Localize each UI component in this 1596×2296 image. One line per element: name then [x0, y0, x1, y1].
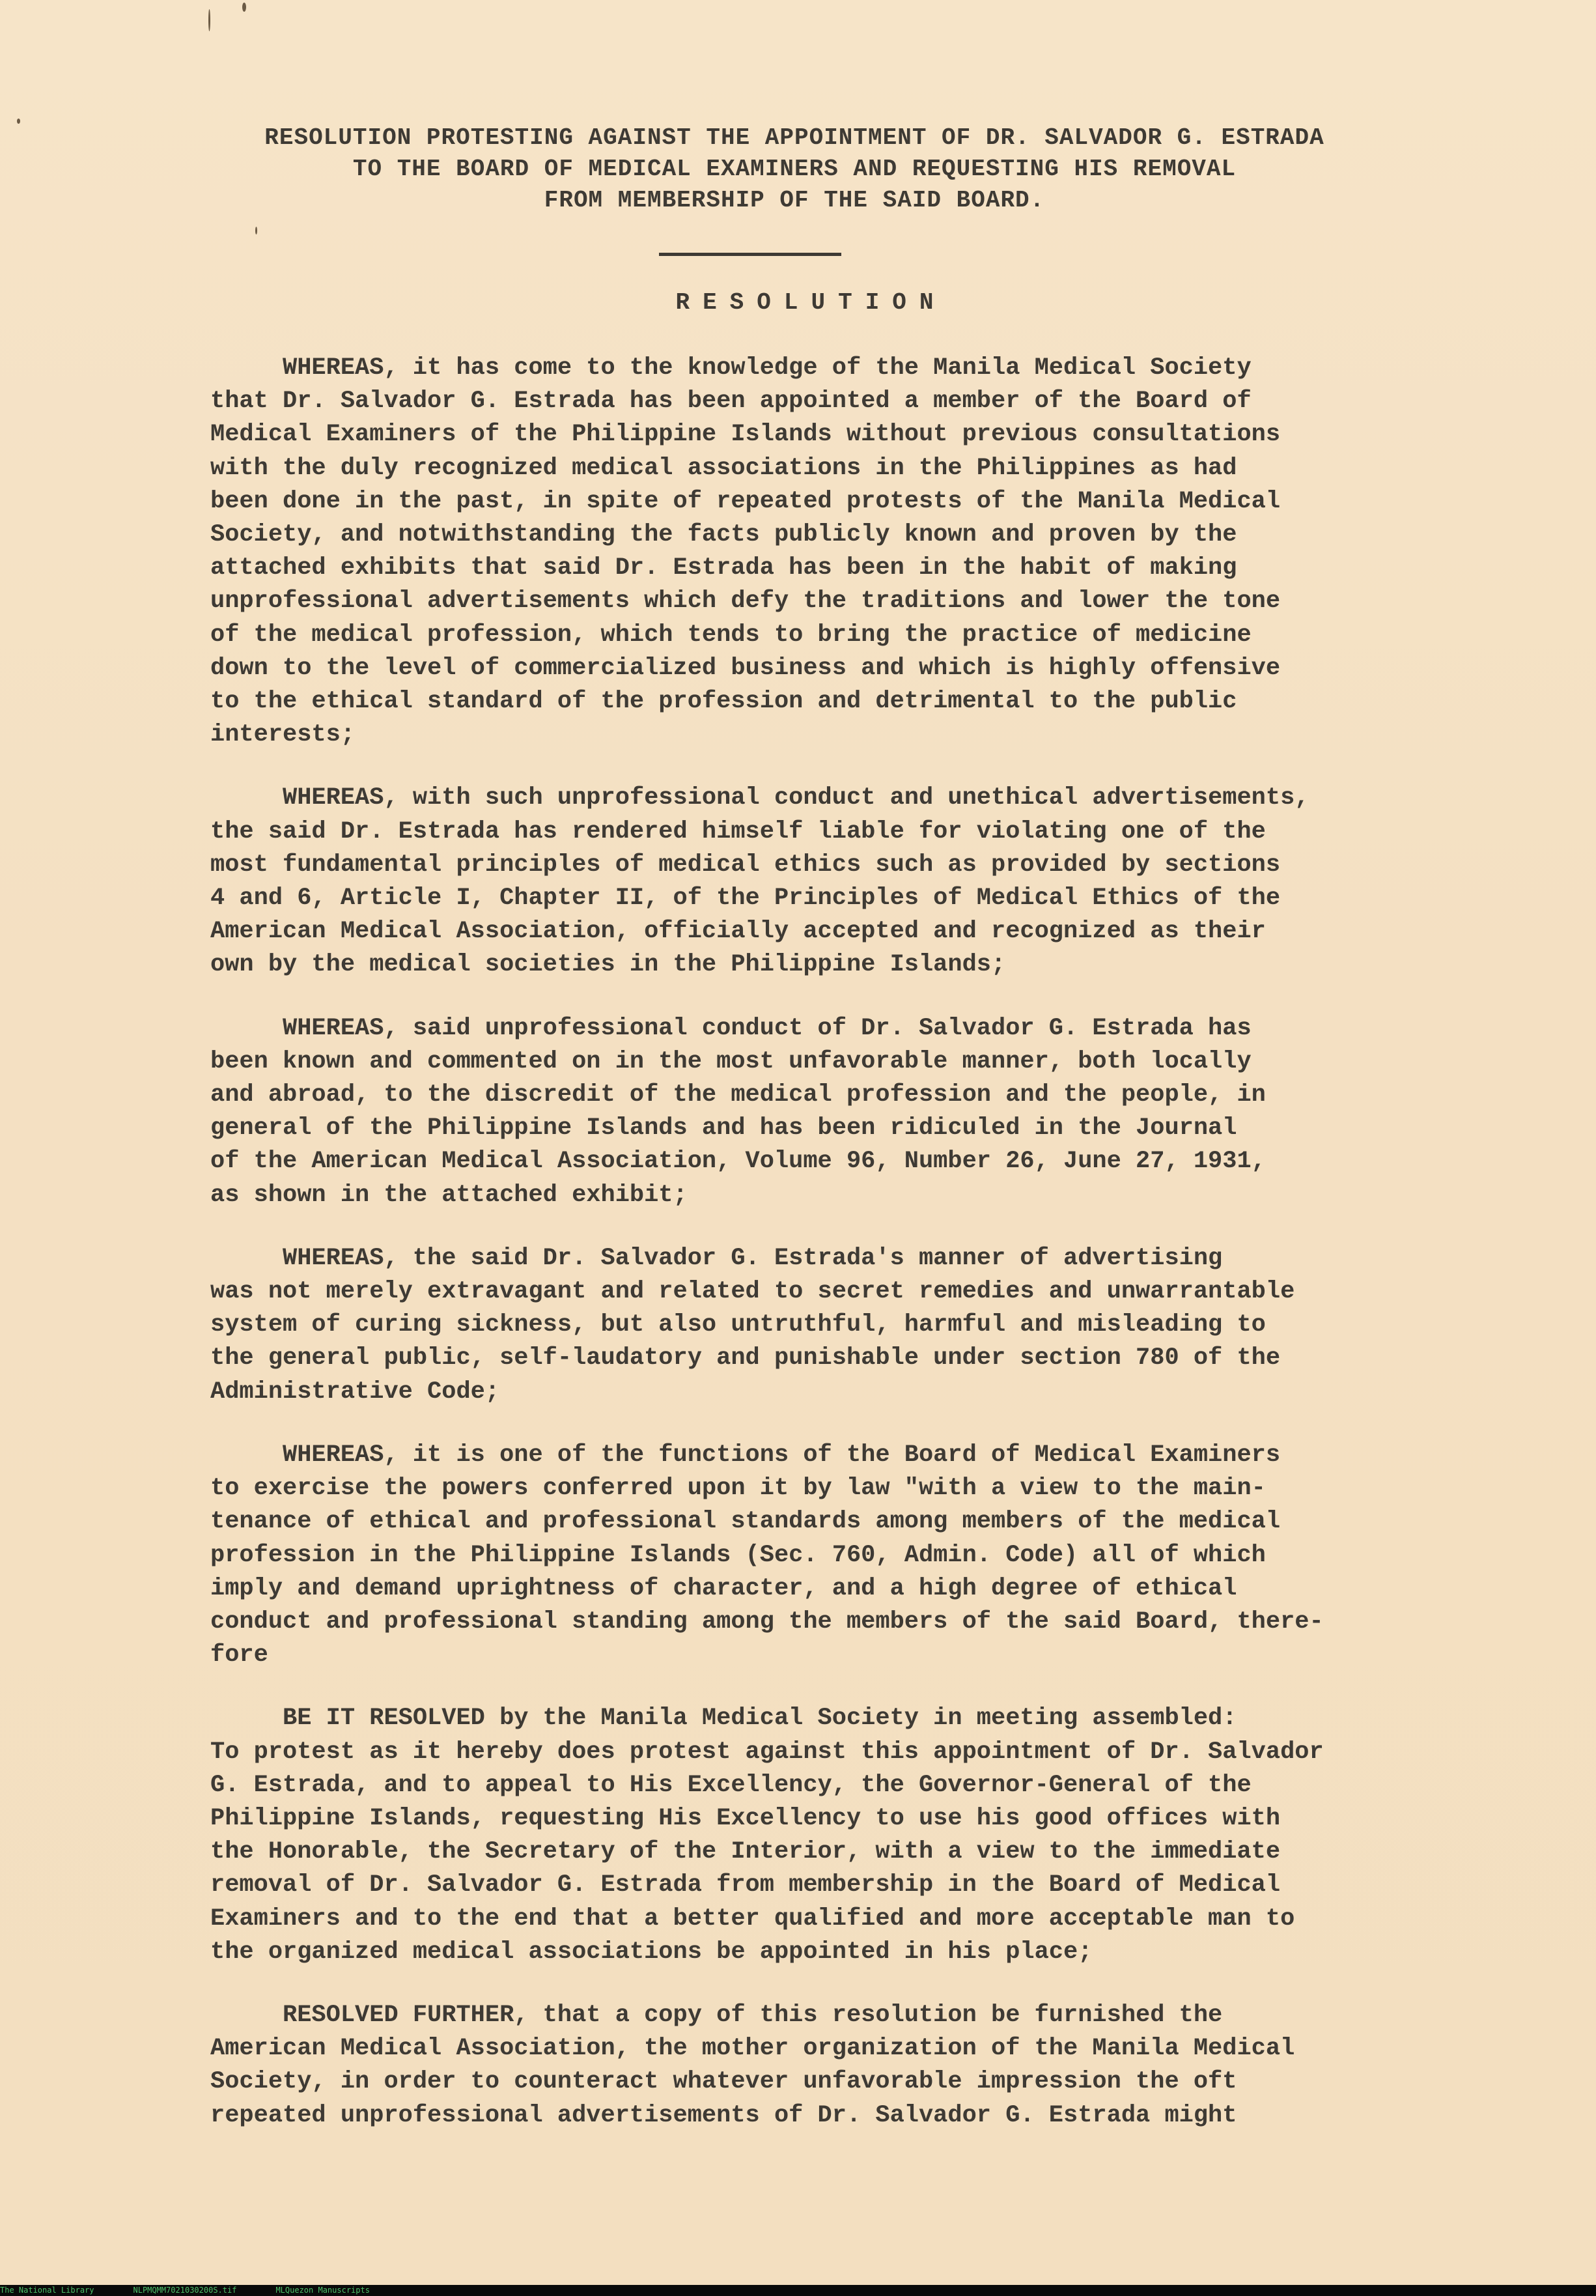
paragraph-line: Medical Examiners of the Philippine Islands without previous consultations — [210, 421, 1281, 449]
paragraph-line: general of the Philippine Islands and has been ridiculed in the Journal — [210, 1114, 1237, 1142]
heading-line-1: RESOLUTION PROTESTING AGAINST THE APPOINTMENT OF DR. SALVADOR G. ESTRADA — [264, 124, 1324, 151]
paragraph-line: most fundamental principles of medical ethics such as provided by sections — [210, 851, 1281, 879]
paragraph-line: To protest as it hereby does protest against this appointment of Dr. Salvador — [210, 1738, 1324, 1766]
paragraph-line: repeated unprofessional advertisements of Dr. Salvador G. Estrada might — [210, 2101, 1237, 2129]
paragraph-line: WHEREAS, with such unprofessional conduct and unethical advertisements, — [210, 784, 1309, 812]
paragraph-line: Society, and notwithstanding the facts publicly known and proven by the — [210, 521, 1237, 549]
paragraph-line: Administrative Code; — [210, 1378, 500, 1406]
paragraph-line: Philippine Islands, requesting His Excellency to use his good offices with — [210, 1804, 1281, 1832]
paragraph-line: to the ethical standard of the profession and detrimental to the public — [210, 688, 1237, 716]
paragraph-line: interests; — [210, 721, 356, 749]
resolution-body — [210, 352, 1487, 2162]
scan-speck — [242, 3, 246, 12]
resolution-paragraph — [210, 782, 1487, 982]
paragraph-line: of the medical profession, which tends to bring the practice of medicine — [210, 621, 1252, 649]
paragraph-line: 4 and 6, Article I, Chapter II, of the Principles of Medical Ethics of the — [210, 885, 1281, 913]
paragraph-line: system of curing sickness, but also untruthful, harmful and misleading to — [210, 1311, 1266, 1339]
paragraph-line: WHEREAS, it has come to the knowledge of the Manila Medical Society — [210, 354, 1252, 382]
paragraph-line: was not merely extravagant and related to secret remedies and unwarrantable — [210, 1278, 1295, 1306]
paragraph-line: the organized medical associations be appointed in his place; — [210, 1938, 1093, 1966]
paragraph-line: G. Estrada, and to appeal to His Excellency, the Governor-General of the — [210, 1771, 1252, 1799]
paragraph-line: the Honorable, the Secretary of the Interior, with a view to the immediate — [210, 1838, 1281, 1866]
paragraph-line: attached exhibits that said Dr. Estrada has been in the habit of making — [210, 554, 1237, 582]
footer-file: NLPMQMM7021030200S.tif — [133, 2286, 237, 2295]
resolution-paragraph — [210, 1702, 1487, 1969]
paragraph-line: and abroad, to the discredit of the medical profession and the people, in — [210, 1081, 1266, 1109]
paragraph-line: American Medical Association, officially accepted and recognized as their — [210, 918, 1266, 946]
paragraph-line: been known and commented on in the most unfavorable manner, both locally — [210, 1047, 1252, 1075]
paragraph-line: tenance of ethical and professional standards among members of the medical — [210, 1508, 1281, 1536]
paragraph-line: to exercise the powers conferred upon it by law "with a view to the main- — [210, 1475, 1266, 1503]
heading-line-3: FROM MEMBERSHIP OF THE SAID BOARD. — [544, 187, 1045, 214]
paragraph-line: down to the level of commercialized business and which is highly offensive — [210, 654, 1281, 682]
paragraph-line: Examiners and to the end that a better qualified and more acceptable man to — [210, 1905, 1295, 1933]
paragraph-line: of the American Medical Association, Volume 96, Number 26, June 27, 1931, — [210, 1148, 1266, 1176]
resolution-paragraph — [210, 1012, 1487, 1212]
scan-speck — [255, 227, 257, 234]
paragraph-line: the said Dr. Estrada has rendered himself liable for violating one of the — [210, 817, 1266, 845]
footer-library: The National Library — [0, 2286, 94, 2295]
heading-line-2: TO THE BOARD OF MEDICAL EXAMINERS AND REQUESTING HIS REMOVAL — [352, 156, 1237, 182]
resolution-paragraph — [210, 352, 1487, 752]
paragraph-line: American Medical Association, the mother organization of the Manila Medical — [210, 2035, 1295, 2063]
paragraph-line: imply and demand uprightness of character, and a high degree of ethical — [210, 1574, 1237, 1602]
scan-speck — [208, 9, 210, 31]
paragraph-line: with the duly recognized medical associations in the Philippines as had — [210, 454, 1237, 482]
resolution-heading — [130, 122, 1459, 216]
paragraph-line: own by the medical societies in the Philippine Islands; — [210, 951, 1006, 979]
resolution-subtitle: RESOLUTION — [675, 289, 947, 316]
paragraph-line: BE IT RESOLVED by the Manila Medical Society in meeting assembled: — [210, 1705, 1237, 1733]
paragraph-line: fore — [210, 1641, 268, 1669]
paragraph-line: Society, in order to counteract whatever unfavorable impression the oft — [210, 2068, 1237, 2096]
footer-collection: MLQuezon Manuscripts — [275, 2286, 370, 2295]
heading-divider — [659, 253, 841, 256]
paragraph-line: profession in the Philippine Islands (Sec. 760, Admin. Code) all of which — [210, 1541, 1266, 1569]
paragraph-line: WHEREAS, the said Dr. Salvador G. Estrada's manner of advertising — [210, 1244, 1223, 1272]
paragraph-line: the general public, self-laudatory and punishable under section 780 of the — [210, 1344, 1281, 1372]
scan-speck — [17, 119, 20, 124]
paragraph-line: unprofessional advertisements which defy the traditions and lower the tone — [210, 588, 1281, 616]
paragraph-line: WHEREAS, it is one of the functions of the Board of Medical Examiners — [210, 1441, 1281, 1469]
paragraph-line: conduct and professional standing among the members of the said Board, there- — [210, 1608, 1324, 1636]
paragraph-line: removal of Dr. Salvador G. Estrada from membership in the Board of Medical — [210, 1871, 1281, 1899]
paragraph-line: been done in the past, in spite of repeated protests of the Manila Medical — [210, 487, 1281, 515]
paragraph-line: RESOLVED FURTHER, that a copy of this resolution be furnished the — [210, 2001, 1223, 2029]
resolution-paragraph — [210, 1999, 1487, 2133]
paragraph-line: that Dr. Salvador G. Estrada has been appointed a member of the Board of — [210, 388, 1252, 416]
paragraph-line: as shown in the attached exhibit; — [210, 1181, 688, 1209]
resolution-paragraph — [210, 1242, 1487, 1409]
archive-footer — [0, 2285, 1596, 2296]
resolution-paragraph — [210, 1439, 1487, 1672]
paragraph-line: WHEREAS, said unprofessional conduct of Dr. Salvador G. Estrada has — [210, 1014, 1252, 1042]
